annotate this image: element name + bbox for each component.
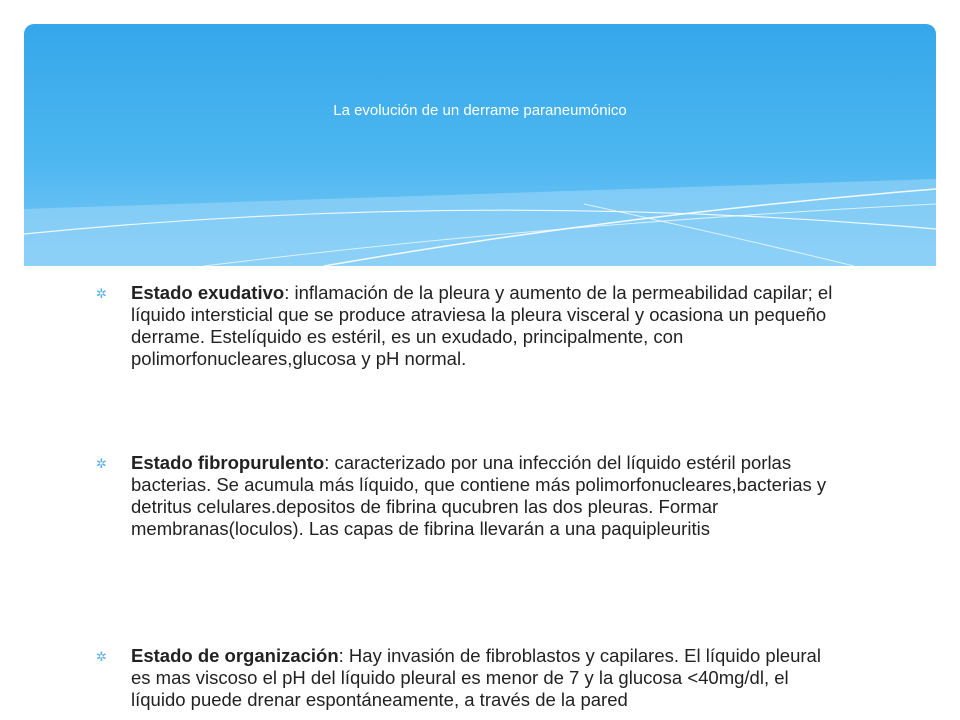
bullet-icon: ✲: [96, 286, 107, 301]
item-term: Estado exudativo: [131, 282, 285, 303]
item-term: Estado de organización: [131, 645, 339, 666]
header-banner: [24, 24, 936, 266]
item-text: : Hay invasión de fibroblastos y capilares. El líquido pleural es mas viscoso el pH del líquido pleural es menor de 7 y la glucosa <40mg/dl, el líquido puede drenar espontáneamente, a través de la pared: [131, 645, 821, 710]
list-item: [96, 645, 836, 711]
slide-title: La evolución de un derrame paraneumónico: [333, 102, 627, 119]
item-term: Estado fibropurulento: [131, 452, 325, 473]
list-item: [96, 452, 836, 645]
list-item: [96, 282, 836, 452]
banner-decoration: [24, 24, 936, 266]
bullet-list: [96, 282, 836, 711]
bullet-icon: ✲: [96, 456, 107, 471]
bullet-icon: ✲: [96, 649, 107, 664]
item-text: : caracterizado por una infección del líquido estéril porlas bacterias. Se acumula más líquido, que contiene más polimorfonucleares,bacterias y detritus celulares.depositos de fibrina qucubren las dos pleuras. Formar membranas(loculos). Las capas de fibrina llevarán a una paquipleuritis: [131, 452, 827, 539]
item-text: : inflamación de la pleura y aumento de la permeabilidad capilar; el líquido intersticial que se produce atraviesa la pleura visceral y ocasiona un pequeño derrame. Estelíquido es estéril, es un exudado, principalmente, con polimorfonucleares,glucosa y pH normal.: [131, 282, 833, 369]
